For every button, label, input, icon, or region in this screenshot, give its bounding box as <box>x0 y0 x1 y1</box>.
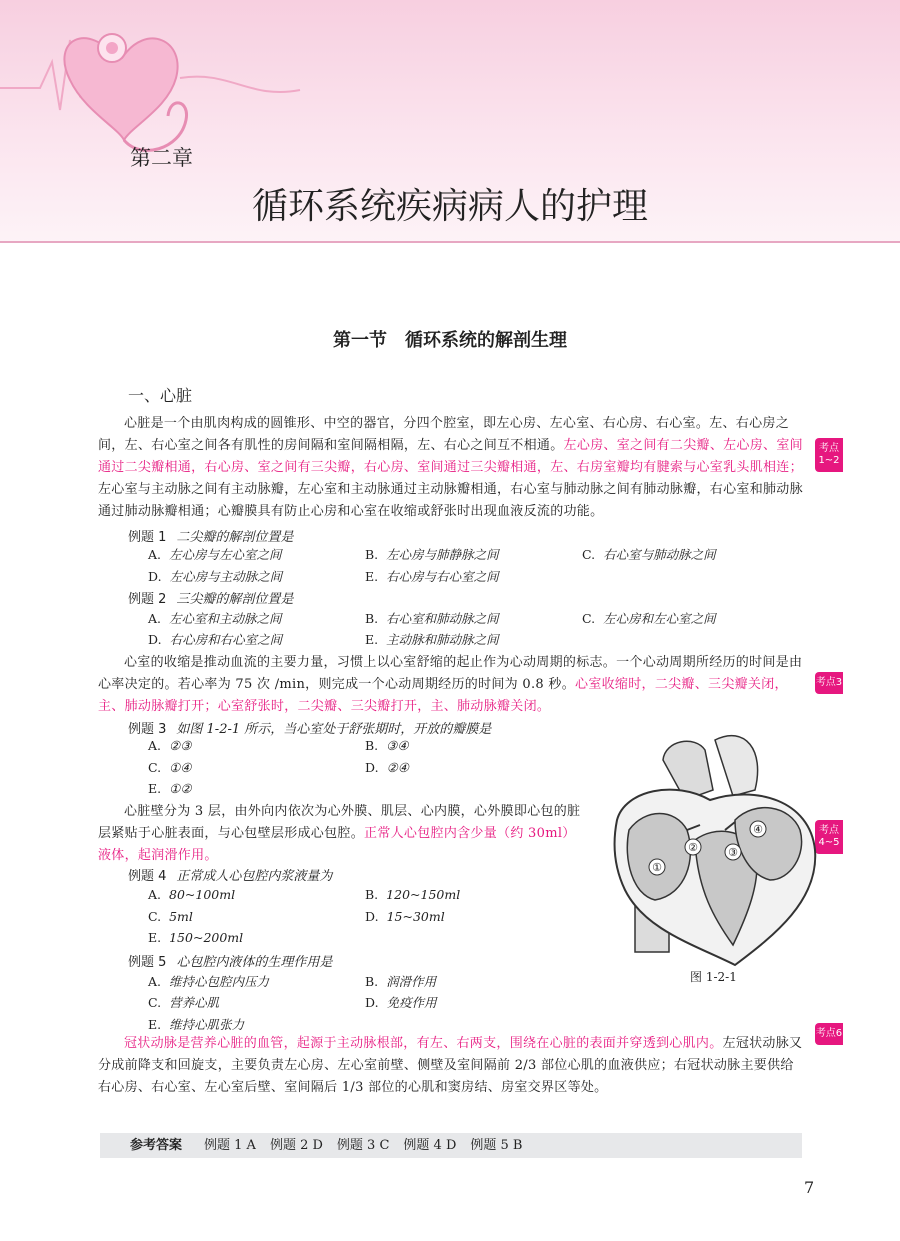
option: D. 右心房和右心室之间 <box>148 632 283 647</box>
figure-label: ① <box>652 861 662 874</box>
option: D. 15~30ml <box>365 909 445 924</box>
paragraph-heart-wall <box>98 801 588 867</box>
paragraph-text: 左冠状动脉又分成前降支和回旋支，主要负责左心房、左心室前壁、侧壁及室间隔前 2/3 部位心肌的血液供应；右冠状动脉主要供给右心房、右心室、左心室后壁、室间隔后 1/3 部位的心肌和窦房结、房室交界区等处。 <box>98 1036 803 1095</box>
question-stem: 如图 1-2-1 所示，当心室处于舒张期时，开放的瓣膜是 <box>176 722 492 737</box>
paragraph-text: 心脏是一个由肌肉构成的圆锥形、中空的器官，分四个腔室，即左心房、左心室、右心房、右心室。左、右心房之间，左、右心室之间各有肌性的房间隔和室间隔相隔，左、右心之间互不相通。 <box>98 416 790 453</box>
option: E. 右心房与右心室之间 <box>365 569 499 584</box>
question-1 <box>128 526 293 545</box>
option: B. 左心房与肺静脉之间 <box>365 547 499 562</box>
heart-diagram <box>605 730 830 970</box>
question-stem: 心包腔内液体的生理作用是 <box>176 955 333 970</box>
question-label: 例题 4 <box>128 869 167 884</box>
option: C. ①④ <box>148 760 192 775</box>
section-title: 第一节 循环系统的解剖生理 <box>333 330 567 351</box>
option: A. 维持心包腔内压力 <box>148 974 270 989</box>
key-point-text: 正常人心包腔内含少量（约 30ml）液体，起润滑作用。 <box>98 826 576 863</box>
chapter-title: 循环系统疾病病人的护理 <box>251 186 648 227</box>
answer-item: 例题 1 A <box>204 1138 256 1153</box>
key-point-tag: 考点6 <box>815 1023 843 1045</box>
figure-caption: 图 1-2-1 <box>690 970 737 984</box>
answer-item: 例题 5 B <box>470 1138 523 1153</box>
key-point-tag: 考点4~5 <box>815 820 843 854</box>
answer-item: 例题 2 D <box>269 1138 323 1153</box>
paragraph-cardiac-cycle <box>98 652 803 718</box>
option: C. 左心房和左心室之间 <box>582 611 716 626</box>
key-point-text: 心室收缩时，二尖瓣、三尖瓣关闭，主、肺动脉瓣打开；心室舒张时，二尖瓣、三尖瓣打开，主、肺动脉瓣关闭。 <box>98 677 788 714</box>
question-5 <box>128 951 332 970</box>
key-point-tag: 考点3 <box>815 672 843 694</box>
question-label: 例题 1 <box>128 530 167 545</box>
paragraph-heart-structure <box>98 413 803 523</box>
option: B. 右心室和肺动脉之间 <box>365 611 499 626</box>
paragraph-coronary <box>98 1033 803 1099</box>
option: A. 左心房与左心室之间 <box>148 547 282 562</box>
figure-label: ② <box>688 841 698 854</box>
option: B. ③④ <box>365 738 409 753</box>
question-stem: 三尖瓣的解剖位置是 <box>176 592 294 607</box>
key-point-text: 冠状动脉是营养心脏的血管，起源于主动脉根部，有左、右两支，围绕在心脏的表面并穿透到心肌内。 <box>124 1036 723 1051</box>
answer-item: 例题 3 C <box>336 1138 390 1153</box>
option: E. ①② <box>148 781 192 796</box>
question-label: 例题 5 <box>128 955 167 970</box>
paragraph-text: 左心室与主动脉之间有主动脉瓣，左心室和主动脉通过主动脉瓣相通，右心室与肺动脉之间有肺动脉瓣，右心室和肺动脉通过肺动脉瓣相通；心瓣膜具有防止心房和心室在收缩或舒张时出现血液反流的功能。 <box>98 482 803 519</box>
answer-label: 参考答案 <box>130 1138 183 1153</box>
question-2 <box>128 588 293 607</box>
option: E. 主动脉和肺动脉之间 <box>365 632 499 647</box>
question-4 <box>128 865 332 884</box>
paragraph-text: 心室的收缩是推动血流的主要力量，习惯上以心室舒缩的起止作为心动周期的标志。一个心动周期所经历的时间是由心率决定的。若心率为 75 次 /min，则完成一个心动周期经历的时间为 0.8 秒。 <box>98 655 803 692</box>
option: C. 5ml <box>148 909 193 924</box>
question-label: 例题 3 <box>128 722 167 737</box>
option: D. ②④ <box>365 760 409 775</box>
question-label: 例题 2 <box>128 592 167 607</box>
option: E. 维持心肌张力 <box>148 1017 245 1032</box>
option: A. ②③ <box>148 738 192 753</box>
answer-item: 例题 4 D <box>403 1138 457 1153</box>
heart-illustration <box>605 730 830 970</box>
paragraph-text: 心脏壁分为 3 层，由外向内依次为心外膜、肌层、心内膜，心外膜即心包的脏层紧贴于心脏表面，与心包壁层形成心包腔。 <box>98 804 581 841</box>
option: E. 150~200ml <box>148 930 244 945</box>
chapter-header <box>0 0 900 243</box>
figure-label: ④ <box>753 823 763 836</box>
option: B. 120~150ml <box>365 887 461 902</box>
key-point-text: 左心房、室之间有二尖瓣、左心房、室间通过二尖瓣相通，右心房、室之间有三尖瓣，右心房、室间通过三尖瓣相通，左、右房室瓣均有腱索与心室乳头肌相连； <box>98 438 803 475</box>
question-stem: 正常成人心包腔内浆液量为 <box>176 869 333 884</box>
question-3 <box>128 718 491 737</box>
chapter-label: 第二章 <box>130 146 193 170</box>
option: A. 左心室和主动脉之间 <box>148 611 282 626</box>
option: B. 润滑作用 <box>365 974 437 989</box>
option: A. 80~100ml <box>148 887 236 902</box>
answer-bar <box>100 1133 802 1158</box>
heading-heart: 一、心脏 <box>128 386 193 405</box>
figure-label: ③ <box>728 846 738 859</box>
header-divider <box>0 241 900 243</box>
key-point-tag: 考点1~2 <box>815 438 843 472</box>
option: D. 左心房与主动脉之间 <box>148 569 283 584</box>
question-stem: 二尖瓣的解剖位置是 <box>176 530 294 545</box>
option: C. 右心室与肺动脉之间 <box>582 547 716 562</box>
page-number: 7 <box>804 1178 815 1197</box>
option: C. 营养心肌 <box>148 995 220 1010</box>
option: D. 免疫作用 <box>365 995 437 1010</box>
